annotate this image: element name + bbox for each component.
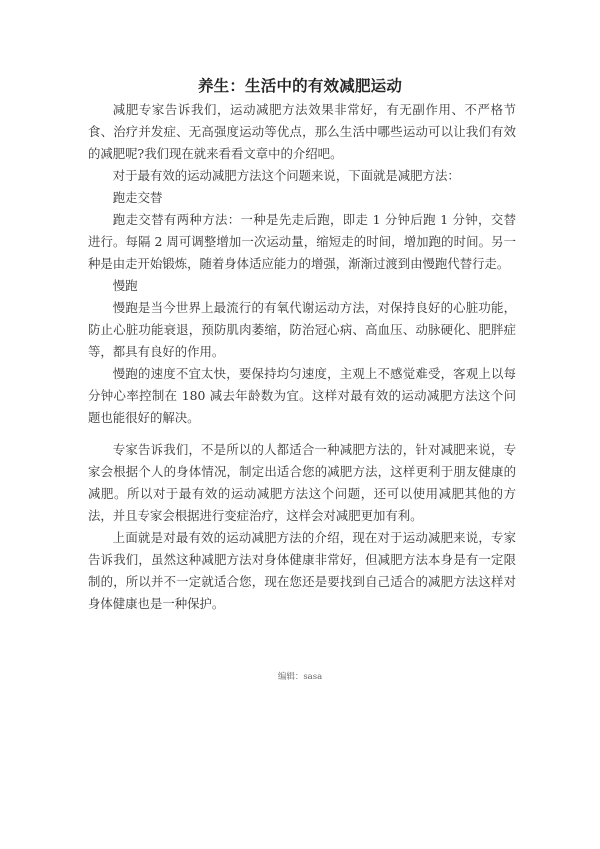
run-walk-paragraph: 跑走交替有两种方法：一种是先走后跑，即走 1 分钟后跑 1 分钟，交替进行。每隔 2 周可调整增加一次运动量，缩短走的时间，增加跑的时间。另一种是由走开始锻炼，随着身体适应能力的增强，渐渐过渡到由慢跑代替行走。 xyxy=(88,212,516,271)
expert-advice-paragraph: 专家告诉我们，不是所以的人都适合一种减肥方法的，针对减肥来说，专家会根据个人的身体情况，制定出适合您的减肥方法，这样更利于朋友健康的减肥。所以对于最有效的运动减肥方法这个问题，还可以使用减肥其他的方法，并且专家会根据进行变症治疗，这样会对减肥更加有利。 xyxy=(88,442,516,523)
article-body xyxy=(88,99,516,615)
conclusion-paragraph: 上面就是对最有效的运动减肥方法的介绍，现在对于运动减肥来说，专家告诉我们，虽然这种减肥方法对身体健康非常好，但减肥方法本身是有一定限制的，所以并不一定就适合您，现在您还是要找到自己适合的减肥方法这样对身体健康也是一种保护。 xyxy=(88,530,516,611)
editor-credit: 编辑：sasa xyxy=(277,672,323,682)
jogging-paragraph: 慢跑是当今世界上最流行的有氧代谢运动方法，对保持良好的心脏功能，防止心脏功能衰退，预防肌肉萎缩，防治冠心病、高血压、动脉硬化、肥胖症等，都具有良好的作用。 xyxy=(88,300,516,359)
method-intro-paragraph: 对于最有效的运动减肥方法这个问题来说，下面就是减肥方法： xyxy=(112,168,460,183)
intro-paragraph: 减肥专家告诉我们，运动减肥方法效果非常好，有无副作用、不严格节食、治疗并发症、无高强度运动等优点，那么生活中哪些运动可以让我们有效的减肥呢?我们现在就来看看文章中的介绍吧。 xyxy=(88,102,516,161)
section-heading-run-walk: 跑走交替 xyxy=(112,190,163,205)
section-heading-jogging: 慢跑 xyxy=(112,278,138,293)
article-title: 养生：生活中的有效减肥运动 xyxy=(197,77,403,95)
jogging-speed-paragraph: 慢跑的速度不宜太快，要保持均匀速度，主观上不感觉难受，客观上以每分钟心率控制在 180 减去年龄数为宜。这样对最有效的运动减肥方法这个问题也能很好的解决。 xyxy=(88,366,516,425)
